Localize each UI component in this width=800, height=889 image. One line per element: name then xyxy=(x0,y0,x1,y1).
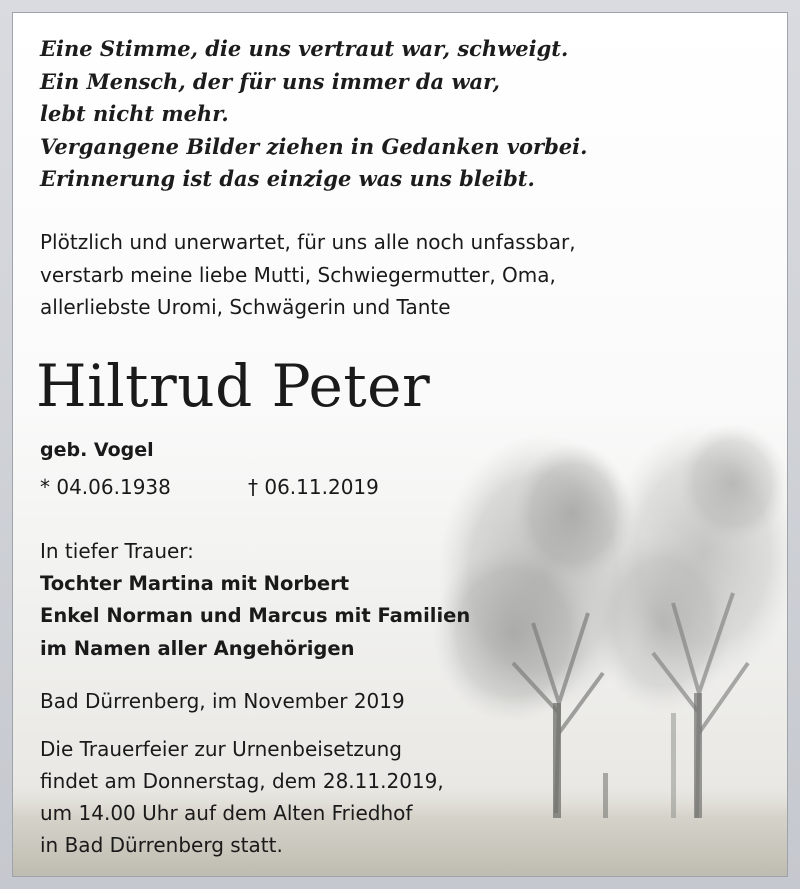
mourning-heading: In tiefer Trauer: xyxy=(40,539,194,563)
death-date: † 06.11.2019 xyxy=(248,475,379,499)
death-announcement xyxy=(40,226,576,324)
announcement-line: verstarb meine liebe Mutti, Schwiegermutter, Oma, xyxy=(40,262,556,287)
service-line: findet am Donnerstag, dem 28.11.2019, xyxy=(40,769,444,793)
mourner-line: Tochter Martina mit Norbert xyxy=(40,571,350,595)
notice-content xyxy=(13,13,788,877)
service-line: in Bad Dürrenberg statt. xyxy=(40,833,283,857)
memorial-verse xyxy=(40,33,587,196)
verse-line: Vergangene Bilder ziehen in Gedanken vorbei. xyxy=(40,133,588,159)
mourners-block xyxy=(40,535,470,665)
verse-line: Ein Mensch, der für uns immer da war, xyxy=(40,68,500,94)
verse-line: Erinnerung ist das einzige was uns bleibt. xyxy=(40,166,535,191)
birth-date: * 04.06.1938 xyxy=(40,475,171,499)
deceased-name: Hiltrud Peter xyxy=(36,352,431,420)
mourner-line: Enkel Norman und Marcus mit Familien xyxy=(40,604,471,627)
service-line: um 14.00 Uhr auf dem Alten Friedhof xyxy=(40,801,413,825)
funeral-service-info xyxy=(40,733,444,861)
mourner-line: im Namen aller Angehörigen xyxy=(40,636,355,660)
maiden-name: geb. Vogel xyxy=(40,439,154,461)
announcement-line: allerliebste Uromi, Schwägerin und Tante xyxy=(40,295,451,319)
verse-line: lebt nicht mehr. xyxy=(40,101,229,126)
life-dates xyxy=(40,472,379,502)
service-line: Die Trauerfeier zur Urnenbeisetzung xyxy=(40,737,402,761)
place-and-date: Bad Dürrenberg, im November 2019 xyxy=(40,689,405,713)
verse-line: Eine Stimme, die uns vertraut war, schweigt. xyxy=(40,36,569,61)
announcement-line: Plötzlich und unerwartet, für uns alle noch unfassbar, xyxy=(40,230,576,254)
obituary-notice xyxy=(12,12,788,877)
